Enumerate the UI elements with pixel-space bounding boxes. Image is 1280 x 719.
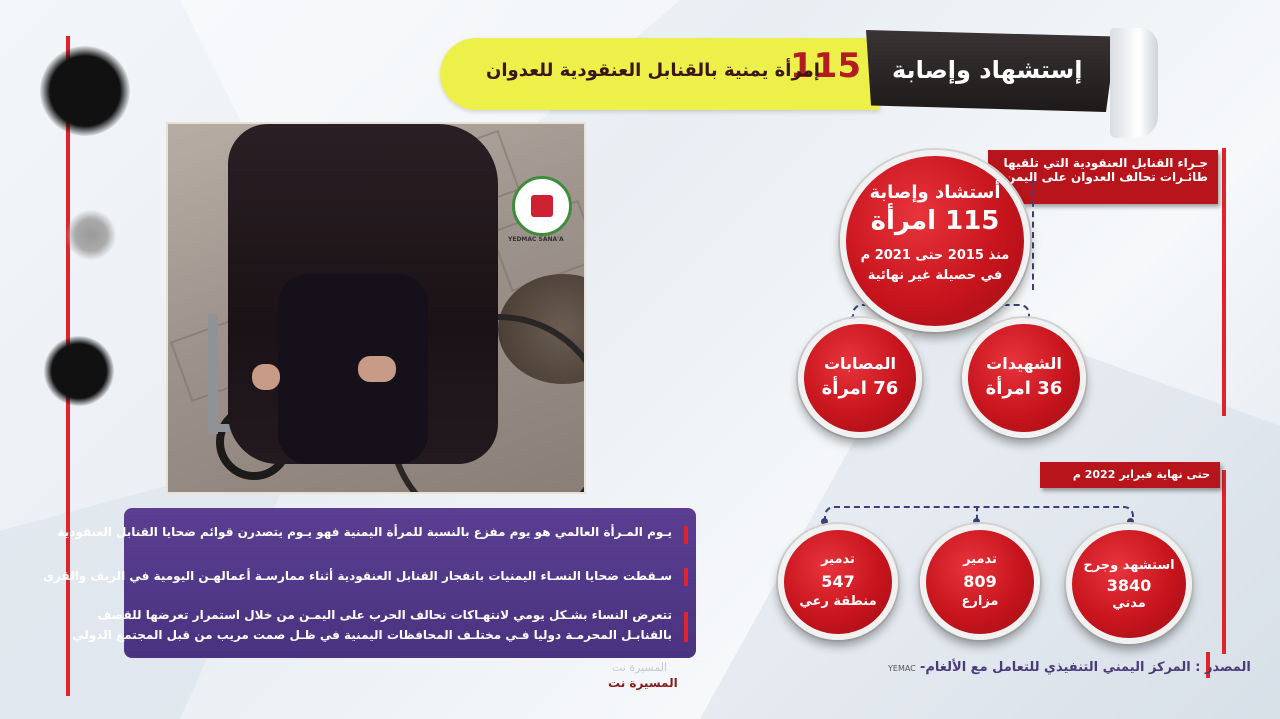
main-stat-line: أستشاد وإصابة <box>869 182 1001 203</box>
main-stat-line: في حصيلة غير نهائية <box>867 268 1003 283</box>
statement-line: سـقطت ضحايا النسـاء اليمنيات بانفجار القنابل العنقودية أثناء ممارسـة أعمالهـن اليومية في الريف والقرى <box>42 569 672 583</box>
abaya-fold <box>278 274 428 464</box>
stat-value: 3840 <box>1106 576 1152 595</box>
stat-unit: منطقة رعي <box>799 594 877 609</box>
ink-splat <box>44 336 114 406</box>
bullet-mark <box>684 612 688 642</box>
stat-unit: مزارع <box>961 594 999 609</box>
martyrs-circle <box>962 318 1086 438</box>
stat-label: تدمير <box>821 552 855 567</box>
yemac-label: YEMAC <box>888 664 916 673</box>
flag-icon <box>531 195 553 217</box>
bullet-mark <box>684 568 688 586</box>
martyrs-label: الشهيدات <box>986 354 1062 373</box>
ink-splat <box>66 210 116 260</box>
connector <box>1030 180 1034 290</box>
woman-wheelchair-photo <box>166 122 586 494</box>
statement-line: بالقنابـل المحرمـة دوليا فـي مختلـف المحافظات اليمنية في ظـل صمت مريب من قبل المجتمع الدولي <box>72 628 672 642</box>
civilian-casualties-circle <box>1066 524 1192 644</box>
stat-label: تدمير <box>963 552 997 567</box>
stat-label: استشهد وجرح <box>1083 558 1175 573</box>
farms-destroyed-circle <box>920 524 1040 640</box>
hand <box>252 364 280 390</box>
main-stat-value: 115 امرأة <box>870 206 1000 236</box>
grazing-destroyed-circle <box>778 524 898 640</box>
date-badge: حتى نهاية فبراير 2022 م <box>1040 462 1220 488</box>
wheelchair-frame <box>208 314 218 434</box>
martyrs-value: 36 امرأة <box>985 378 1063 399</box>
bullet-mark <box>684 526 688 544</box>
paper-curl <box>1110 28 1158 138</box>
source-text: المصدر : المركز اليمني التنفيذي للتعامل مع الألغام- <box>920 660 1251 675</box>
stat-value: 809 <box>963 572 997 591</box>
statement-box <box>42 508 696 658</box>
ink-splat <box>40 46 130 136</box>
organization-logo <box>512 176 572 236</box>
outlet-ghost: المسيرة نت <box>612 661 668 674</box>
main-stat-circle <box>840 150 1030 332</box>
badge-line: جـراء القنابل العنقودية التي تلقيها <box>1003 156 1208 170</box>
badge-line: طائـرات تحالف العدوان على اليمن <box>1005 170 1208 184</box>
title-dark-text: إستشهاد وإصابة <box>892 56 1083 84</box>
stat-value: 547 <box>821 572 855 591</box>
hand <box>358 356 396 382</box>
logo-caption: YEDMAC SANA'A <box>508 236 564 243</box>
outlet-name: المسيرة نت <box>608 676 678 690</box>
statement-line: يـوم المـرأة العالمي هو يوم مفزع بالنسبة للمرأة اليمنية فهو يـوم يتصدرن قوائم ضحايا القنابل العنقودية <box>57 525 672 539</box>
injured-label: المصابات <box>823 354 897 373</box>
title-subtitle: إمرأة يمنية بالقنابل العنقودية للعدوان <box>486 60 820 81</box>
right-accent-line <box>1222 470 1226 654</box>
injured-circle <box>798 318 922 438</box>
title-number: 115 <box>790 46 861 86</box>
right-accent-line <box>1222 148 1226 416</box>
main-stat-line: منذ 2015 حتى 2021 م <box>860 248 1010 263</box>
statement-line: تتعرض النساء بشـكل يومي لانتهـاكات تحالف الحرب على اليمـن من خلال استمرار تعرضها للقصف <box>97 608 672 622</box>
injured-value: 76 امرأة <box>821 378 899 399</box>
stat-unit: مدني <box>1112 596 1146 611</box>
